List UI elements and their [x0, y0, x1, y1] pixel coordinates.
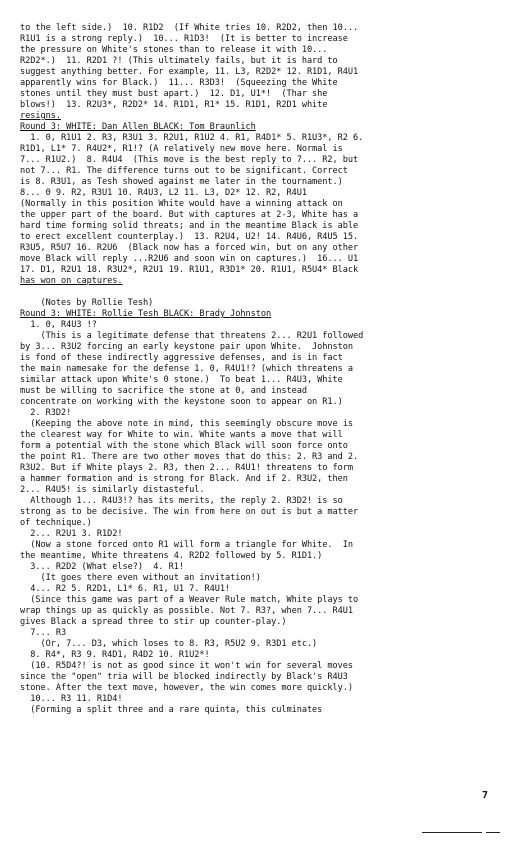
text-line: similar attack upon White's 0 stone.) To beat 1... R4U3, White [20, 375, 343, 385]
text-line: form a potential with the stone which Black will soon force onto [20, 441, 348, 451]
text-line: 17. D1, R2U1 18. R3U2*, R2U1 19. R1U1, R3D1* 20. R1U1, R5U4* Black [20, 265, 359, 275]
text-line: (Keeping the above note in mind, this seemingly obscure move is [20, 419, 354, 429]
text-line: 1. 0, R1U1 2. R3, R3U1 3. R2U1, R1U2 4. R1, R4D1* 5. R1U3*, R2 6. [20, 133, 364, 143]
notes-credit: (Notes by Rollie Tesh) [20, 298, 154, 308]
text-line: 7... R3 [20, 628, 67, 638]
text-line: gives Black a spread three to stir up counter-play.) [20, 617, 287, 627]
text-line: 8. R4*, R3 9. R4D1, R4D2 10. R1U2*! [20, 650, 210, 660]
footer-rule [486, 832, 500, 833]
text-line: hard time forming solid threats; and in the meantime Black is able [20, 221, 359, 231]
text-line: (10. R5D4?! is not as good since it won't win for several moves [20, 661, 354, 671]
text-line: the point R1. There are two other moves that do this: 2. R3 and 2. [20, 452, 359, 462]
text-line: (Or, 7... D3, which loses to 8. R3, R5U2 9. R3D1 etc.) [20, 639, 318, 649]
text-line: 2. R3D2! [20, 408, 72, 418]
text-line: since the "open" tria will be blocked indirectly by Black's R4U3 [20, 672, 348, 682]
text-line: the meantime, White threatens 4. R2D2 followed by 5. R1D1.) [20, 551, 323, 561]
text-line: is 8. R3U1, as Tesh showed against me later in the tournament.) [20, 177, 343, 187]
text-line: R1U1 is a strong reply.) 10... R1D3! (It is better to increase [20, 34, 348, 44]
text-line: wrap things up as quickly as possible. Not 7. R3?, when 7... R4U1 [20, 606, 354, 616]
text-line: strong as to be decisive. The win from here on out is but a matter [20, 507, 359, 517]
text-line: (It goes there even without an invitation!) [20, 573, 261, 583]
text-line: R3U2. But if White plays 2. R3, then 2... R4U1! threatens to form [20, 463, 354, 473]
text-line: apparently wins for Black.) 11... R3D3! (Squeezing the White [20, 78, 338, 88]
text-line: to the left side.) 10. R1D2 (If White tries 10. R2D2, then 10... [20, 23, 359, 33]
section-heading: Round 3: WHITE: Dan Allen BLACK: Tom Braunlich [20, 122, 256, 132]
text-line: 10... R3 11. R1D4! [20, 694, 123, 704]
text-line: R1D1, L1* 7. R4U2*, R1!? (A relatively new move here. Normal is [20, 144, 343, 154]
section-heading: Round 3: WHITE: Rollie Tesh BLACK: Brady Johnston [20, 309, 272, 319]
text-line: concentrate on working with the keystone soon to appear on R1.) [20, 397, 343, 407]
text-line: is fond of these indirectly aggressive defenses, and is in fact [20, 353, 343, 363]
text-line: 1. 0, R4U3 !? [20, 320, 97, 330]
text-line: R3U5, R5U7 16. R2U6 (Black now has a forced win, but on any other [20, 243, 359, 253]
text-line: suggest anything better. For example, 11. L3, R2D2* 12. R1D1, R4U1 [20, 67, 359, 77]
text-line: the clearest way for White to win. White wants a move that will [20, 430, 343, 440]
text-line: to erect excellent counterplay.) 13. R2U4, U2! 14. R4U6, R4U5 15. [20, 232, 359, 242]
text-line: 2... R2U1 3. R1D2! [20, 529, 123, 539]
text-line: R2D2*.) 11. R2D1 ?! (This ultimately fails, but it is hard to [20, 56, 338, 66]
text-line: Although 1... R4U3!? has its merits, the reply 2. R3D2! is so [20, 496, 343, 506]
text-line: must be willing to sacrifice the stone at 0, and instead [20, 386, 307, 396]
text-line: resigns. [20, 111, 61, 121]
text-line: the pressure on White's stones than to release it with 10... [20, 45, 328, 55]
text-line: stone. After the text move, however, the win comes more quickly.) [20, 683, 354, 693]
text-line: the main namesake for the defense 1. 0, R4U1!? (which threatens a [20, 364, 354, 374]
text-line: (Now a stone forced onto R1 will form a triangle for White. In [20, 540, 354, 550]
text-line: of technique.) [20, 518, 92, 528]
text-line: (Since this game was part of a Weaver Rule match, White plays to [20, 595, 359, 605]
footer-rule [422, 832, 482, 833]
text-line: stones until they must bust apart.) 12. D1, U1*! (Thar she [20, 89, 328, 99]
text-line: (This is a legitimate defense that threatens 2... R2U1 followed [20, 331, 364, 341]
text-line: (Normally in this position White would have a winning attack on [20, 199, 343, 209]
text-line: the upper part of the board. But with captures at 2-3, White has a [20, 210, 359, 220]
text-line: 8... 0 9. R2, R3U1 10. R4U3, L2 11. L3, D2* 12. R2, R4U1 [20, 188, 307, 198]
text-line: has won on captures. [20, 276, 123, 286]
text-line: a hammer formation and is strong for Black. And if 2. R3U2, then [20, 474, 348, 484]
text-line: move Black will reply ...R2U6 and soon win on captures.) 16... U1 [20, 254, 359, 264]
text-line: 2... R4U5! is similarly distasteful. [20, 485, 205, 495]
text-line: (Forming a split three and a rare quinta, this culminates [20, 705, 323, 715]
text-line: 7... R1U2.) 8. R4U4 (This move is the best reply to 7... R2, but [20, 155, 359, 165]
text-line: 3... R2D2 (What else?) 4. R1! [20, 562, 184, 572]
text-line: blows!) 13. R2U3*, R2D2* 14. R1D1, R1* 15. R1D1, R2D1 white [20, 100, 328, 110]
text-line: not 7... R1. The difference turns out to be significant. Correct [20, 166, 348, 176]
page-number: 7 [482, 790, 488, 801]
text-line: by 3... R3U2 forcing an early keystone pair upon White. Johnston [20, 342, 354, 352]
text-line: 4... R2 5. R2D1, L1* 6. R1, U1 7. R4U1! [20, 584, 231, 594]
